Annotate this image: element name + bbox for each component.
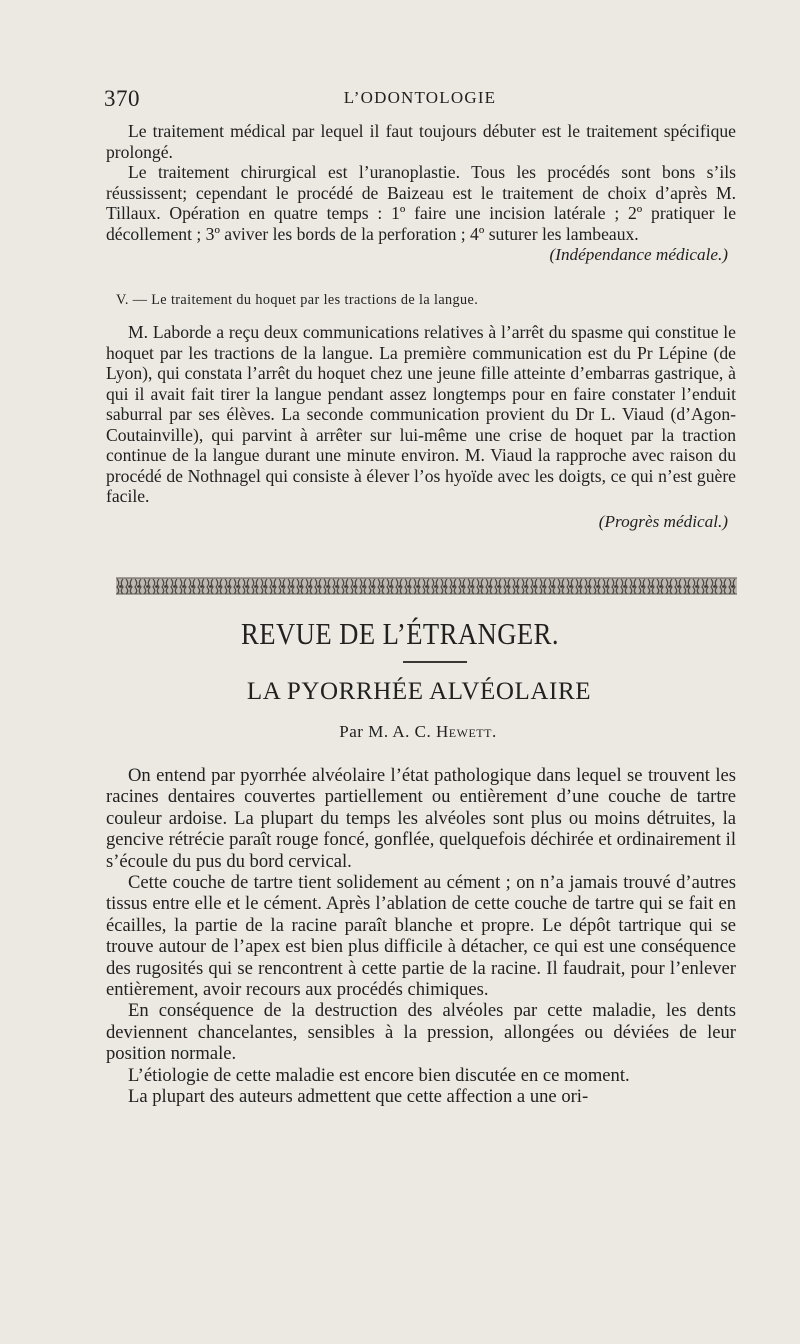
paragraph: La plupart des auteurs admettent que cette affection a une ori- bbox=[128, 1086, 589, 1108]
paragraph: On entend par pyorrhée alvéolaire l’état pathologique dans lequel se trouvent les racines dentaires couvertes partiellement ou entièrement d’une couche de tartre couleur ardoise. La plupart du temps les alvéoles sont plus ou moins détruites, la gencive rétrécie paraît rouge foncé, gonflée, quelquefois déchirée et ordinairement il s’écoule du pus du bord cervical. bbox=[106, 765, 736, 872]
section-two-body bbox=[106, 322, 736, 533]
ornamental-divider bbox=[116, 575, 737, 597]
paragraph: L’étiologie de cette maladie est encore bien discutée en ce moment. bbox=[128, 1064, 630, 1086]
running-title: L’ODONTOLOGIE bbox=[343, 88, 497, 107]
section-one bbox=[106, 121, 736, 266]
section-two bbox=[106, 292, 736, 309]
paragraph: Le traitement médical par lequel il faut toujours débuter est le traitement spécifique prolongé. bbox=[106, 121, 736, 162]
page-number: 370 bbox=[104, 86, 140, 111]
source-citation: (Indépendance médicale.) bbox=[549, 245, 728, 264]
article-body bbox=[106, 765, 736, 1108]
author-name: Hewett. bbox=[436, 722, 497, 741]
byline bbox=[0, 722, 800, 742]
paragraph: Cette couche de tartre tient solidement au cément ; on n’a jamais trouvé d’autres tissus entre elle et le cément. Après l’ablation de cette couche de tartre qui se fait en écailles, la partie de la racine paraît blanche et propre. Le dépôt tartrique qui se trouve autour de l’apex est bien plus difficile à détacher, ce qui est une conséquence des rugosités qui se rencontrent à cette partie de la racine. Il faudrait, pour l’enlever entièrement, avoir recours aux procédés chimiques. bbox=[106, 872, 736, 1001]
page-header bbox=[104, 86, 736, 114]
article-title: LA PYORRHÉE ALVÉOLAIRE bbox=[246, 678, 592, 705]
source-citation: (Progrès médical.) bbox=[598, 511, 728, 531]
paragraph: En conséquence de la destruction des alvéoles par cette maladie, les dents deviennent chancelantes, sensibles à la pression, allongées ou déviées de leur position normale. bbox=[106, 1000, 736, 1065]
title-rule bbox=[403, 661, 467, 663]
section-heading: V. — Le traitement du hoquet par les tractions de la langue. bbox=[116, 292, 479, 308]
paragraph: Le traitement chirurgical est l’uranoplastie. Tous les procédés sont bons s’ils réussissent; cependant le procédé de Baizeau est le traitement de choix d’après M. Tillaux. Opération en quatre temps : 1º faire une incision latérale ; 2º pratiquer le décollement ; 3º aviver les bords de la perforation ; 4º suturer les lambeaux. bbox=[106, 162, 736, 244]
revue-title: REVUE DE L’ÉTRANGER. bbox=[241, 616, 559, 651]
byline-prefix: Par M. A. C. bbox=[339, 722, 432, 741]
paragraph: M. Laborde a reçu deux communications relatives à l’arrêt du spasme qui constitue le hoquet par les tractions de la langue. La première communication est du Pr Lépine (de Lyon), qui constata l’arrêt du hoquet chez une jeune fille atteinte d’embarras gastrique, à qui il avait fait tirer la langue pendant assez longtemps pour en faire constater l’enduit saburral par ses élèves. La seconde communication provient du Dr L. Viaud (d’Agon-Coutainville), qui parvint à arrêter sur lui-même une crise de hoquet par la traction continue de la langue durant une minute environ. M. Viaud la rapproche avec raison du procédé de Nothnagel qui consiste à élever l’os hyoïde avec les doigts, ce qui n’est guère facile. bbox=[106, 322, 736, 506]
